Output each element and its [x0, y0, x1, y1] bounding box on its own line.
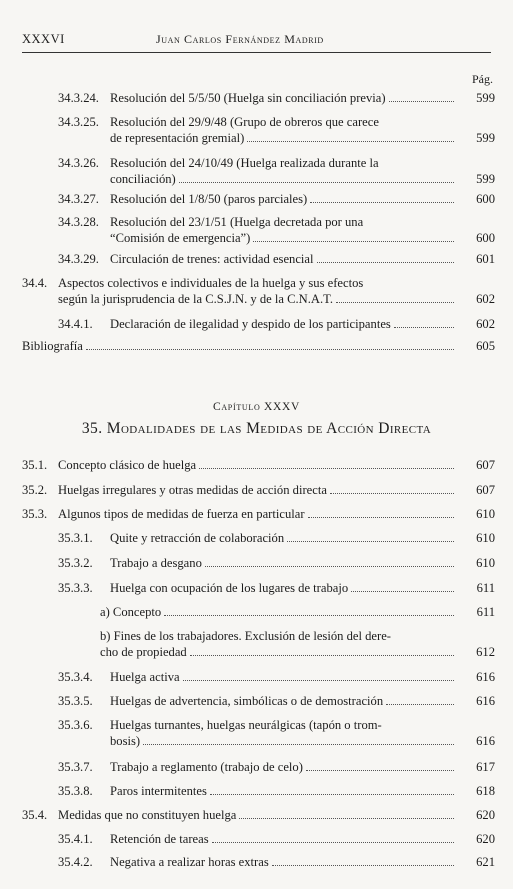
dot-leader — [389, 101, 454, 102]
toc-entry — [58, 717, 495, 749]
toc-entry-page: 620 — [476, 808, 495, 822]
dot-leader — [212, 842, 454, 843]
dot-leader — [317, 262, 454, 263]
page-column-label: Pág. — [472, 72, 493, 86]
toc-entry-line: Circulación de trenes: actividad esencial — [110, 252, 314, 266]
dot-leader — [164, 615, 454, 616]
toc-entry-line: Bibliografía — [22, 339, 83, 353]
toc-entry-page: 600 — [476, 231, 495, 245]
toc-entry — [58, 759, 495, 775]
dot-leader — [287, 541, 454, 542]
toc-entry-title — [58, 275, 457, 307]
toc-entry-number: 35.3.5. — [58, 694, 93, 708]
dot-leader — [336, 302, 454, 303]
dot-leader — [308, 517, 454, 518]
toc-entry-title — [110, 155, 457, 187]
toc-entry-line: Resolución del 1/8/50 (paros parciales) — [110, 192, 308, 206]
toc-entry-page: 616 — [476, 694, 495, 708]
toc-entry-number: 34.3.27. — [58, 192, 99, 206]
toc-entry-line: b) Fines de los trabajadores. Exclusión de lesión del dere- — [100, 629, 391, 643]
toc-entry-line: “Comisión de emergencia”) — [110, 231, 251, 245]
toc-entry — [22, 807, 495, 823]
toc-entry-line: Resolución del 23/1/51 (Huelga decretada por una — [110, 215, 364, 229]
dot-leader — [247, 141, 454, 142]
toc-entry-title — [110, 759, 457, 775]
toc-entry-title — [100, 628, 457, 660]
toc-entry-page: 607 — [476, 458, 495, 472]
toc-entry-page: 610 — [476, 531, 495, 545]
chapter-label: Capítulo XXXV — [212, 401, 301, 413]
toc-entry-line: Retención de tareas — [110, 832, 209, 846]
toc-entry-title — [100, 604, 457, 620]
toc-entry-line: Huelga activa — [110, 670, 180, 684]
dot-leader — [179, 182, 454, 183]
toc-entry-page: 600 — [476, 192, 495, 206]
toc-entry-line: Paros intermitentes — [110, 784, 207, 798]
toc-entry-number: 34.3.26. — [58, 156, 99, 170]
toc-entry — [58, 191, 495, 207]
toc-entry-title — [110, 191, 457, 207]
toc-entry-line: Trabajo a reglamento (trabajo de celo) — [110, 760, 303, 774]
dot-leader — [351, 591, 454, 592]
toc-entry-page: 599 — [476, 172, 495, 186]
toc-entry-title — [110, 783, 457, 799]
chapter-title: 35. Modalidades de las Medidas de Acción Directa — [81, 420, 432, 437]
toc-entry-line: cho de propiedad — [100, 645, 187, 659]
toc-entry-number: 34.3.28. — [58, 215, 99, 229]
toc-entry-line: según la jurisprudencia de la C.S.J.N. y de la C.N.A.T. — [58, 292, 334, 306]
toc-entry-page: 602 — [476, 292, 495, 306]
toc-entry-line: Quite y retracción de colaboración — [110, 531, 285, 545]
toc-entry — [58, 783, 495, 799]
dot-leader — [183, 680, 454, 681]
toc-entry-page: 611 — [476, 605, 495, 619]
toc-entry — [58, 669, 495, 685]
toc-entry — [58, 114, 495, 146]
dot-leader — [199, 468, 454, 469]
header-running-title: Juan Carlos Fernández Madrid — [156, 32, 324, 46]
dot-leader — [310, 202, 454, 203]
toc-entry — [58, 155, 495, 187]
toc-entry-title — [110, 717, 457, 749]
toc-entry-title — [110, 251, 457, 267]
toc-entry-page: 617 — [476, 760, 495, 774]
toc-entry-page: 620 — [476, 832, 495, 846]
toc-entry-page: 612 — [476, 645, 495, 659]
toc-entry-title — [58, 482, 457, 498]
toc-entry — [22, 482, 495, 498]
toc-entry-number: 35.1. — [22, 458, 48, 472]
toc-entry-page: 616 — [476, 734, 495, 748]
toc-entry-line: Huelga con ocupación de los lugares de trabajo — [110, 581, 349, 595]
toc-entry-page: 618 — [476, 784, 495, 798]
toc-entry-line: Algunos tipos de medidas de fuerza en particular — [58, 507, 305, 521]
toc-entry-line: Huelgas de advertencia, simbólicas o de demostración — [110, 694, 384, 708]
toc-entry-line: Concepto clásico de huelga — [58, 458, 197, 472]
toc-entry — [22, 275, 495, 307]
toc-entry-page: 621 — [476, 855, 495, 869]
toc-entry — [22, 506, 495, 522]
dot-leader — [306, 770, 454, 771]
toc-entry-line: Declaración de ilegalidad y despido de los participantes — [110, 317, 391, 331]
toc-entry-page: 602 — [476, 317, 495, 331]
toc-entry-page: 599 — [476, 131, 495, 145]
toc-entry — [58, 555, 495, 571]
toc-entry-title — [110, 214, 457, 246]
toc-entry-number: 35.4.1. — [58, 832, 93, 846]
toc-entry-number: 35.4.2. — [58, 855, 93, 869]
toc-entry-number: 34.3.25. — [58, 115, 99, 129]
toc-entry-number: 35.4. — [22, 808, 48, 822]
toc-entry — [100, 604, 495, 620]
toc-entry-number: 35.3.8. — [58, 784, 93, 798]
toc-entry-line: Resolución del 29/9/48 (Grupo de obreros que carece — [110, 115, 379, 129]
toc-entry-number: 34.3.29. — [58, 252, 99, 266]
dot-leader — [386, 704, 454, 705]
toc-entry — [58, 530, 495, 546]
dot-leader — [394, 327, 454, 328]
toc-entry-number: 35.3.6. — [58, 718, 93, 732]
toc-entry — [58, 854, 495, 870]
toc-entry-page: 607 — [476, 483, 495, 497]
running-header — [22, 32, 491, 50]
toc-entry-page: 610 — [476, 556, 495, 570]
toc-entry — [58, 831, 495, 847]
toc-entry-number: 35.3.7. — [58, 760, 93, 774]
toc-entry-line: conciliación) — [110, 172, 176, 186]
header-rule — [22, 52, 491, 53]
toc-entry-number: 35.3.3. — [58, 581, 93, 595]
toc-entry — [22, 457, 495, 473]
dot-leader — [210, 794, 454, 795]
toc-entry-page: 610 — [476, 507, 495, 521]
dot-leader — [205, 566, 454, 567]
toc-entry-line: Aspectos colectivos e individuales de la huelga y sus efectos — [58, 276, 364, 290]
toc-entry-title — [110, 669, 457, 685]
toc-entry-title — [110, 114, 457, 146]
toc-entry-title — [110, 90, 457, 106]
toc-entry-title — [110, 580, 457, 596]
toc-entry-number: 34.4. — [22, 276, 48, 290]
toc-entry-line: de representación gremial) — [110, 131, 245, 145]
toc-entry-title — [110, 854, 457, 870]
dot-leader — [253, 241, 454, 242]
dot-leader — [330, 493, 454, 494]
toc-entry-title — [110, 693, 457, 709]
toc-entry-line: Medidas que no constituyen huelga — [58, 808, 237, 822]
toc-entry-page: 601 — [476, 252, 495, 266]
dot-leader — [86, 349, 454, 350]
toc-entry-page: 599 — [476, 91, 495, 105]
toc-entry-page: 611 — [476, 581, 495, 595]
toc-entry — [58, 251, 495, 267]
toc-entry — [58, 316, 495, 332]
toc-entry-line: a) Concepto — [100, 605, 162, 619]
toc-entry-line: Negativa a realizar horas extras — [110, 855, 269, 869]
toc-entry-line: Huelgas turnantes, huelgas neurálgicas (tapón o trom- — [110, 718, 382, 732]
dot-leader — [143, 744, 454, 745]
toc-entry — [58, 90, 495, 106]
toc-entry-number: 35.3.4. — [58, 670, 93, 684]
toc-entry-line: Huelgas irregulares y otras medidas de acción directa — [58, 483, 327, 497]
header-page-number: XXXVI — [22, 32, 65, 46]
toc-entry-title — [58, 807, 457, 823]
toc-entry — [58, 214, 495, 246]
toc-entry-line: Trabajo a desgano — [110, 556, 202, 570]
toc-entry-title — [110, 530, 457, 546]
toc-entry-title — [110, 831, 457, 847]
toc-entry-title — [22, 338, 457, 354]
dot-leader — [190, 655, 454, 656]
dot-leader — [272, 865, 454, 866]
toc-entry — [100, 628, 495, 660]
toc-entry-title — [110, 316, 457, 332]
toc-entry-page: 605 — [476, 339, 495, 353]
toc-entry-number: 35.3.1. — [58, 531, 93, 545]
toc-entry-number: 35.3. — [22, 507, 48, 521]
toc-entry — [22, 338, 495, 354]
toc-entry-line: bosis) — [110, 734, 141, 748]
toc-entry-title — [110, 555, 457, 571]
toc-entry — [58, 580, 495, 596]
toc-entry-number: 34.4.1. — [58, 317, 93, 331]
toc-entry-number: 35.3.2. — [58, 556, 93, 570]
toc-entry-number: 35.2. — [22, 483, 48, 497]
toc-entry-title — [58, 457, 457, 473]
toc-entry-page: 616 — [476, 670, 495, 684]
dot-leader — [239, 818, 454, 819]
toc-entry — [58, 693, 495, 709]
toc-entry-title — [58, 506, 457, 522]
toc-entry-line: Resolución del 5/5/50 (Huelga sin conciliación previa) — [110, 91, 386, 105]
toc-entry-number: 34.3.24. — [58, 91, 99, 105]
toc-entry-line: Resolución del 24/10/49 (Huelga realizada durante la — [110, 156, 379, 170]
